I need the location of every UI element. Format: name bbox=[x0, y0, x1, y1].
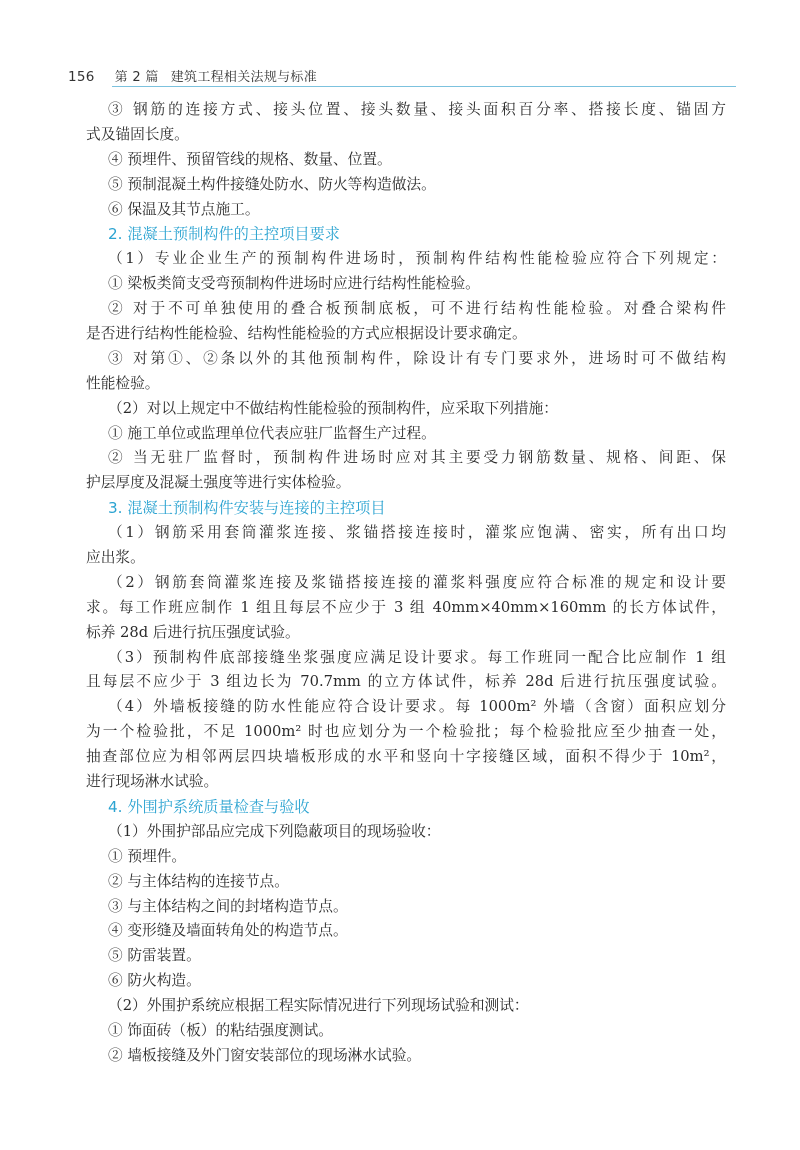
text-line: ③ 对第①、②条以外的其他预制构件，除设计有专门要求外，进场时可不做结构 bbox=[108, 349, 726, 367]
text-line: 进行现场淋水试验。 bbox=[86, 773, 219, 791]
text-line: ① 施工单位或监理单位代表应驻厂监督生产过程。 bbox=[108, 424, 436, 442]
text-line: 是否进行结构性能检验、结构性能检验的方式应根据设计要求确定。 bbox=[86, 325, 527, 343]
header-rule bbox=[112, 86, 736, 87]
text-line: ② 当无驻厂监督时，预制构件进场时应对其主要受力钢筋数量、规格、间距、保 bbox=[108, 449, 726, 467]
section-heading: 2. 混凝土预制构件的主控项目要求 bbox=[108, 225, 340, 244]
text-line: （1）外围护部品应完成下列隐蔽项目的现场验收： bbox=[108, 822, 441, 840]
chapter-title: 建筑工程相关法规与标准 bbox=[170, 70, 318, 85]
text-line: 抽查部位应为相邻两层四块墙板形成的水平和竖向十字接缝区域，面积不得少于 10m²， bbox=[86, 748, 726, 766]
text-line: （1）钢筋采用套筒灌浆连接、浆锚搭接连接时，灌浆应饱满、密实，所有出口均 bbox=[108, 524, 726, 542]
text-line: 应出浆。 bbox=[86, 549, 145, 567]
text-line: （3）预制构件底部接缝坐浆强度应满足设计要求。每工作班同一配合比应制作 1 组 bbox=[108, 648, 726, 666]
text-line: ① 饰面砖（板）的粘结强度测试。 bbox=[108, 1021, 333, 1039]
part-label: 第 2 篇 bbox=[114, 70, 159, 85]
page-header bbox=[68, 66, 736, 88]
text-line: ④ 预埋件、预留管线的规格、数量、位置。 bbox=[108, 150, 392, 168]
text-line: 式及锚固长度。 bbox=[86, 125, 189, 143]
text-line: 护层厚度及混凝土强度等进行实体检验。 bbox=[86, 474, 351, 492]
text-line: （2）外围护系统应根据工程实际情况进行下列现场试验和测试： bbox=[108, 997, 529, 1015]
body-text bbox=[86, 98, 726, 1069]
text-line: ③ 钢筋的连接方式、接头位置、接头数量、接头面积百分率、搭接长度、锚固方 bbox=[108, 101, 726, 118]
text-line: 为一个检验批，不足 1000m² 时也应划分为一个检验批；每个检验批应至少抽查一处， bbox=[86, 723, 726, 741]
text-line: （1）专业企业生产的预制构件进场时，预制构件结构性能检验应符合下列规定： bbox=[108, 250, 726, 268]
page-number: 156 bbox=[68, 69, 95, 85]
text-line: ⑤ 防雷装置。 bbox=[108, 947, 201, 965]
section-heading: 4. 外围护系统质量检查与验收 bbox=[108, 797, 310, 816]
section-heading: 3. 混凝土预制构件安装与连接的主控项目 bbox=[108, 499, 386, 518]
text-line: ② 墙板接缝及外门窗安装部位的现场淋水试验。 bbox=[108, 1046, 422, 1064]
text-line: ③ 与主体结构之间的封堵构造节点。 bbox=[108, 897, 348, 915]
text-line: ① 梁板类简支受弯预制构件进场时应进行结构性能检验。 bbox=[108, 275, 480, 293]
text-line: （4）外墙板接缝的防水性能应符合设计要求。每 1000m² 外墙（含窗）面积应划分 bbox=[108, 698, 726, 716]
text-line: （2）对以上规定中不做结构性能检验的预制构件，应采取下列措施： bbox=[108, 399, 558, 417]
text-line: ② 与主体结构的连接节点。 bbox=[108, 872, 289, 890]
text-line: ⑥ 保温及其节点施工。 bbox=[108, 200, 260, 218]
text-line: 且每层不应少于 3 组边长为 70.7mm 的立方体试件，标养 28d 后进行抗压强度试验。 bbox=[86, 673, 726, 691]
text-line: ① 预埋件。 bbox=[108, 847, 187, 865]
text-line: 求。每工作班应制作 1 组且每层不应少于 3 组 40mm×40mm×160mm 的长方体试件， bbox=[86, 598, 726, 616]
text-line: ④ 变形缝及墙面转角处的构造节点。 bbox=[108, 922, 348, 940]
text-line: ② 对于不可单独使用的叠合板预制底板，可不进行结构性能检验。对叠合梁构件 bbox=[108, 300, 726, 318]
text-line: （2）钢筋套筒灌浆连接及浆锚搭接连接的灌浆料强度应符合标准的规定和设计要 bbox=[108, 573, 726, 591]
text-line: 性能检验。 bbox=[86, 374, 160, 392]
text-line: ⑤ 预制混凝土构件接缝处防水、防火等构造做法。 bbox=[108, 175, 436, 193]
text-line: 标养 28d 后进行抗压强度试验。 bbox=[86, 623, 300, 641]
text-line: ⑥ 防火构造。 bbox=[108, 972, 201, 990]
